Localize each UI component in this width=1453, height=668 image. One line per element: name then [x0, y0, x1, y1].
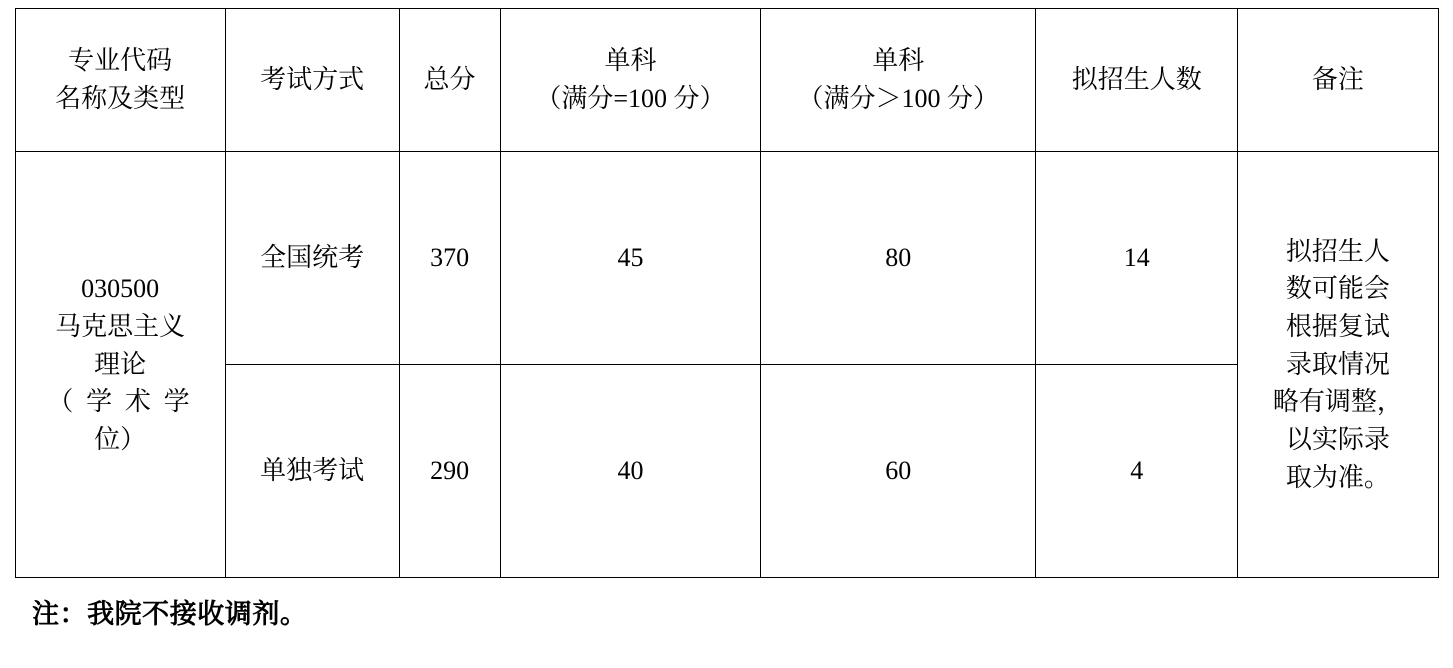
remark-line5: 略有调整， [1272, 387, 1403, 417]
cell-single-eq100: 40 [500, 365, 761, 578]
cell-remark [1238, 152, 1438, 578]
major-type-line2: 位） [94, 425, 147, 455]
admission-score-table [15, 8, 1439, 578]
table-body [15, 152, 1438, 578]
header-single-eq100 [500, 9, 761, 152]
remark-line1: 拟招生人 [1285, 236, 1390, 266]
cell-single-gt100: 80 [761, 152, 1036, 365]
cell-exam-mode: 单独考试 [225, 365, 399, 578]
remark-line7: 取为准。 [1285, 462, 1390, 492]
remark-line2: 数可能会 [1285, 274, 1390, 304]
header-single-gt100-line1: 单科 [872, 46, 925, 76]
remark-line3: 根据复试 [1285, 311, 1390, 341]
header-exam-mode [225, 9, 399, 152]
cell-total-score: 370 [399, 152, 500, 365]
cell-plan-count: 14 [1036, 152, 1238, 365]
cell-plan-count: 4 [1036, 365, 1238, 578]
header-plan-count [1036, 9, 1238, 152]
header-major-line1: 专业代码 [68, 46, 173, 76]
table-header-row [15, 9, 1438, 152]
header-major-line2: 名称及类型 [55, 84, 186, 113]
header-single-gt100-line2: （满分＞100 分） [797, 84, 1000, 113]
remark-line4: 录取情况 [1285, 349, 1390, 379]
header-single-gt100 [761, 9, 1036, 152]
major-name-line1: 马克思主义 [55, 311, 186, 341]
cell-total-score: 290 [399, 365, 500, 578]
header-total-score [399, 9, 500, 152]
table-row [15, 152, 1438, 365]
header-remark-line1: 备注 [1311, 65, 1364, 95]
cell-single-eq100: 45 [500, 152, 761, 365]
header-total-score-line1: 总分 [423, 65, 476, 95]
cell-single-gt100: 60 [761, 365, 1036, 578]
cell-major-info [15, 152, 225, 578]
header-major [15, 9, 225, 152]
header-exam-mode-line1: 考试方式 [260, 65, 365, 95]
header-plan-count-line1: 拟招生人数 [1071, 65, 1202, 95]
major-type-line1: （ 学 术 学 [47, 387, 193, 417]
remark-line6: 以实际录 [1285, 425, 1390, 455]
table-header [15, 9, 1438, 152]
major-name-line2: 理论 [94, 349, 147, 379]
header-remark [1238, 9, 1438, 152]
header-single-eq100-line2: （满分=100 分） [535, 84, 726, 113]
footer-note: 注：我院不接收调剂。 [32, 599, 308, 629]
table-row [15, 365, 1438, 578]
major-code: 030500 [81, 274, 160, 304]
header-single-eq100-line1: 单科 [604, 46, 657, 76]
cell-exam-mode: 全国统考 [225, 152, 399, 365]
